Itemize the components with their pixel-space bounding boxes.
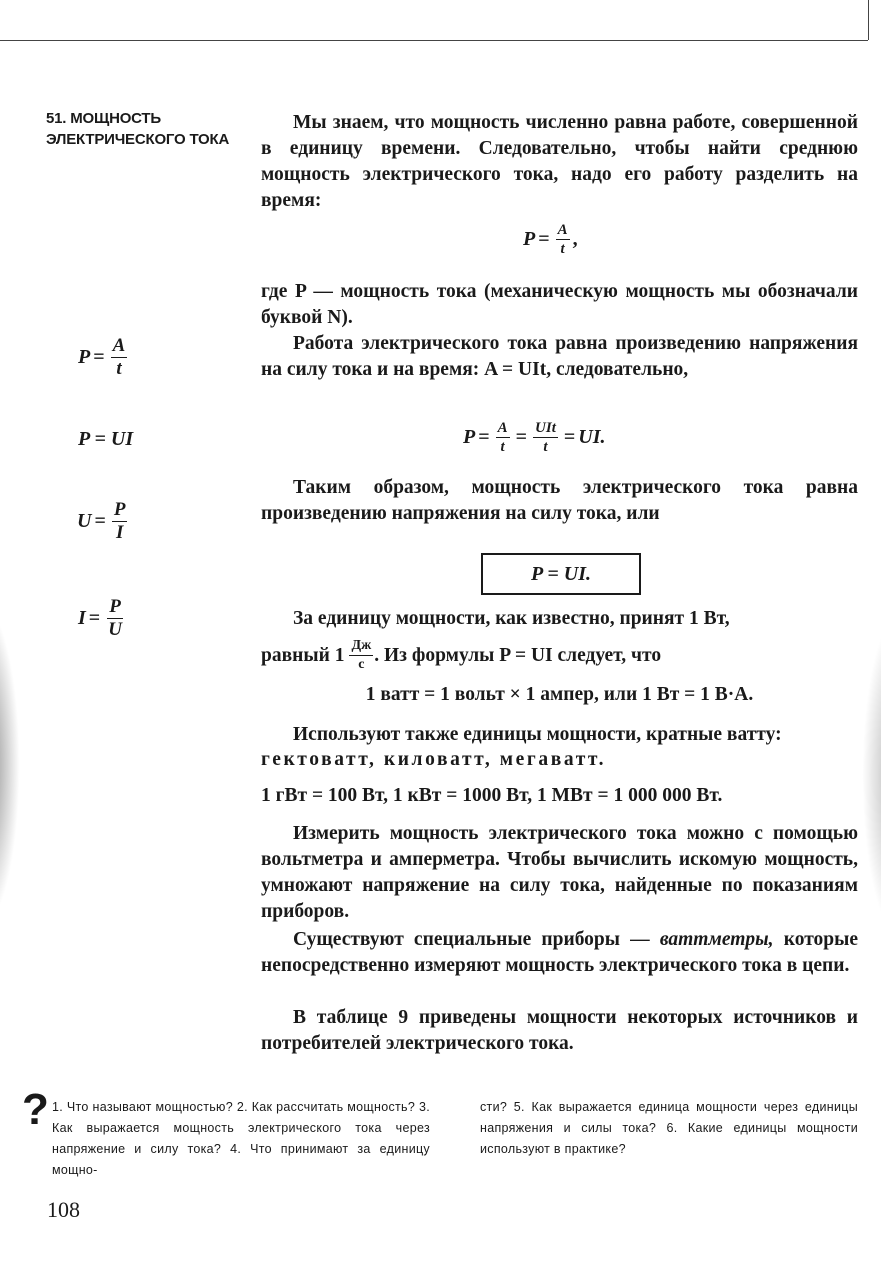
page-corner-rule xyxy=(868,0,869,40)
paragraph-3: Работа электрического тока равна произведению напряжения на силу тока и на время: A = UIt, следовательно, xyxy=(261,333,858,380)
boxed-formula: P = UI. xyxy=(481,553,641,595)
margin-formula-i-p-u: I = $\frac{P}{U}$ xyxy=(78,596,122,640)
paragraph-1: Мы знаем, что мощность численно равна работе, совершенной в единицу времени. Следовательно, чтобы найти среднюю мощность электрического тока, надо его работу разделить на время: xyxy=(261,112,858,211)
scan-shadow-left xyxy=(0,600,20,930)
wattmeters-term: ваттметры, xyxy=(659,929,774,950)
page-number: 108 xyxy=(47,1197,80,1222)
paragraph-5-line-2: равный 1 $\frac{Дж}{с}$ . Из формулы P = UI следует, что xyxy=(261,638,662,672)
paragraph-9: В таблице 9 приведены мощности некоторых источников и потребителей электрического тока. xyxy=(261,1007,858,1054)
margin-formula-p-a-t: P = $\frac{A}{t}$ xyxy=(78,335,126,379)
formula-power-work: P = $\frac{A}{t}$ , xyxy=(523,222,578,257)
paragraph-7: Измерить мощность электрического тока можно с помощью вольтметра и амперметра. Чтобы вычислить искомую мощность, умножают напряжение на силу тока, найденные по показаниям приборов. xyxy=(261,823,858,922)
page-top-rule xyxy=(0,40,868,41)
margin-formula-p-ui: P = UI xyxy=(78,428,134,450)
question-mark-icon: ? xyxy=(22,1085,49,1134)
multiples-equation: 1 гВт = 100 Вт, 1 кВт = 1000 Вт, 1 МВт = 1 000 000 Вт. xyxy=(261,785,723,806)
paragraph-5-line-1: За единицу мощности, как известно, принят 1 Вт, xyxy=(293,608,730,629)
paragraph-8: Существуют специальные приборы — ваттметры, которые непосредственно измеряют мощность электрического тока в цепи. xyxy=(261,929,858,976)
paragraph-6: Используют также единицы мощности, кратные ватту: xyxy=(293,724,782,745)
questions-column-2: сти? 5. Как выражается единица мощности через единицы напряжения и силы тока? 6. Какие единицы мощности используют в практике? xyxy=(480,1100,858,1156)
paragraph-6-spaced-units: гектоватт, киловатт, мегаватт. xyxy=(261,749,607,770)
paragraph-2: где P — мощность тока (механическую мощность мы обозначали буквой N). xyxy=(261,281,858,328)
questions-column-1: 1. Что называют мощностью? 2. Как рассчитать мощность? 3. Как выражается мощность электрического тока через напряжение и силу тока? 4. Что принимают за единицу мощно- xyxy=(52,1100,430,1177)
section-heading: 51. МОЩНОСТЬ ЭЛЕКТРИЧЕСКОГО ТОКА xyxy=(46,110,230,148)
paragraph-4: Таким образом, мощность электрического тока равна произведению напряжения на силу тока, или xyxy=(261,477,858,524)
units-equation: 1 ватт = 1 вольт × 1 ампер, или 1 Вт = 1 В·А. xyxy=(365,684,754,705)
margin-formula-u-p-i: U = $\frac{P}{I}$ xyxy=(77,499,126,543)
formula-power-derivation: P = $\frac{A}{t}$ = $\frac{\text{UIt}}{t}$ = UI. xyxy=(463,420,606,455)
